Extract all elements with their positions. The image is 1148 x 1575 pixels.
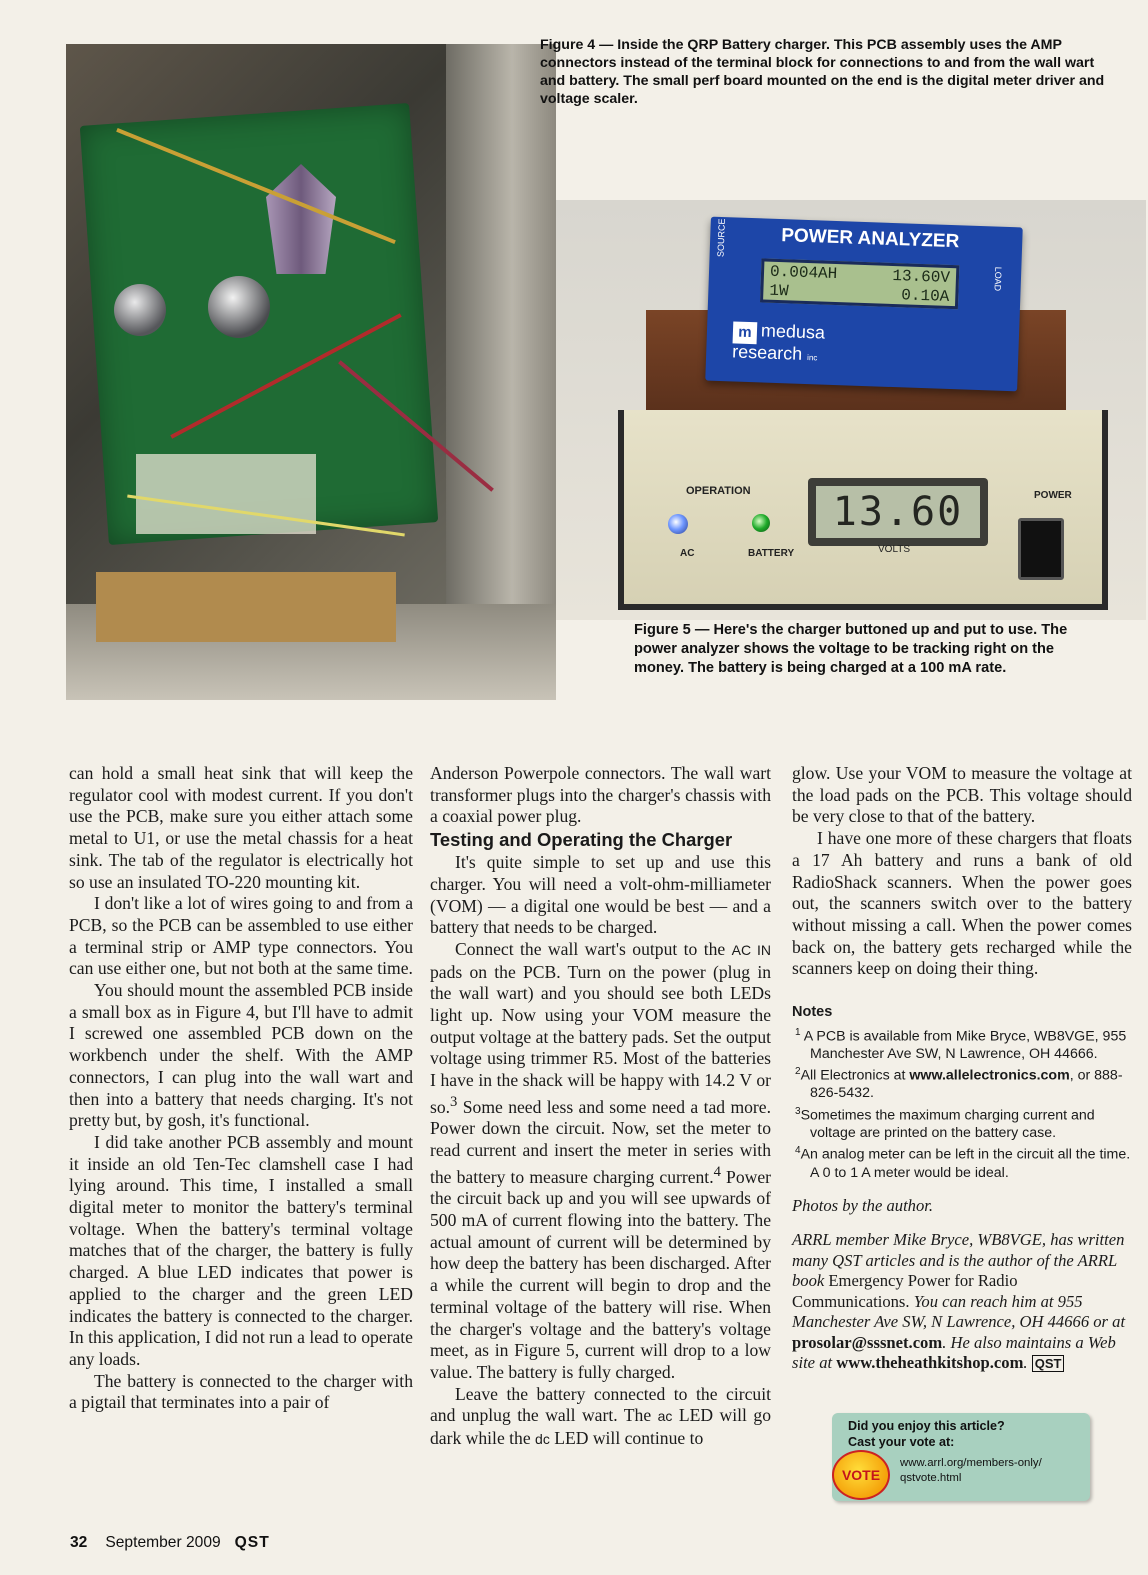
paragraph — [430, 1384, 771, 1451]
notes-heading: Notes — [792, 1004, 833, 1021]
meter-reading: 13.60 — [816, 486, 980, 538]
note-item — [792, 1024, 1132, 1064]
capacitor — [208, 276, 270, 338]
analyzer-source-label: SOURCE — [715, 218, 727, 258]
connector-block — [136, 454, 316, 534]
paragraph: It's quite simple to set up and use this charger. You will need a volt-ohm-milliameter (VOM) — a digital one would be best — and a battery that needs to be charged. — [430, 852, 771, 938]
ac-label: AC — [680, 548, 695, 559]
bio-text: . He also maintains a Web site at — [792, 1332, 1116, 1373]
text-run-smallcaps: AC IN — [731, 941, 771, 958]
note-number: 4 — [795, 1145, 801, 1157]
website-link[interactable]: www.theheathkitshop.com — [836, 1353, 1024, 1373]
text-run: LED will go dark while the — [430, 1405, 771, 1449]
paragraph: can hold a small heat sink that will keep the regulator cool with modest current. If you don't use the PCB, make sure you either attach some metal to U1, or use the metal chassis for a heat sink. The tab of the regulator is electrically hot so use an insulated TO-220 mounting kit. — [69, 763, 413, 892]
note-text: All Electronics at — [800, 1068, 910, 1085]
qst-logo: QST — [234, 1534, 270, 1551]
analyzer-load-label: LOAD — [992, 266, 1004, 292]
figure-5-photo — [556, 200, 1146, 620]
volts-label: VOLTS — [878, 544, 911, 555]
power-switch — [1018, 518, 1064, 580]
email-link[interactable]: prosolar@sssnet.com — [792, 1332, 943, 1352]
note-text: Sometimes the maximum charging current and voltage are printed on the battery case. — [800, 1107, 1095, 1141]
vote-url-line: www.arrl.org/members-only/ — [900, 1457, 1042, 1469]
paragraph: I don't like a lot of wires going to and from a PCB, so the PCB can be assembled to use either a terminal strip or AMP type connectors. You can use either one, but not both at the same time. — [69, 893, 413, 979]
figure-4-caption: Figure 4 — Inside the QRP Battery charger. This PCB assembly uses the AMP connectors instead of the terminal block for connections to and from the wall wart and battery. The small perf board mounted on the end is the digital meter driver and voltage scaler. — [540, 37, 1105, 107]
text-run: Connect the wall wart's output to the — [455, 938, 732, 959]
lcd-watts: 1W — [769, 281, 789, 301]
footnote-ref: 3 — [450, 1093, 458, 1110]
text-run: pads on the PCB. Turn on the power (plug in the wall wart) and you should see both LEDs light up. Now using your VOM measure the output voltage at the battery pads. Set the output voltage using trimmer R5. Most of the batteries I have in the shack will be happy with 14.2 V or so. — [430, 961, 771, 1117]
lcd-current: 0.10A — [900, 286, 950, 306]
note-number: 1 — [795, 1026, 801, 1038]
digital-meter — [808, 478, 988, 546]
analyzer-lcd — [760, 258, 959, 309]
page-footer — [70, 1534, 270, 1552]
battery-label: BATTERY — [748, 548, 795, 559]
vote-question: Did you enjoy this article? — [848, 1419, 1005, 1433]
note-number: 3 — [795, 1105, 801, 1117]
lcd-voltage: 13.60V — [892, 266, 951, 287]
page-number: 32 — [70, 1534, 88, 1551]
issue-date: September 2009 — [105, 1534, 221, 1551]
note-number: 2 — [795, 1066, 801, 1078]
brand-suffix: inc — [806, 353, 818, 363]
text-run: LED will continue to — [549, 1428, 704, 1449]
paragraph: glow. Use your VOM to measure the voltage at the load pads on the PCB. This voltage should be very close to that of the battery. — [792, 763, 1132, 827]
vote-url[interactable] — [900, 1456, 1086, 1486]
text-run: Leave the battery connected to the circuit and unplug the wall wart. The — [430, 1383, 771, 1426]
photo-credit: Photos by the author. — [792, 1195, 934, 1215]
note-item — [792, 1063, 1132, 1103]
text-run: Power the circuit back up and you will see upwards of 500 mA of current flowing into the battery. The actual amount of current will be determined by how deep the battery has been discharged. After a while the current will begin to drop and the terminal voltage of the battery will rise. When the charger's voltage and the battery's voltage meet, as in Figure 5, current will drop to a low value. The battery is fully charged. — [430, 1166, 771, 1382]
note-item — [792, 1103, 1132, 1143]
vote-cta: Cast your vote at: — [848, 1435, 955, 1449]
book-title: Emergency Power for Radio Communications. — [792, 1271, 1018, 1311]
section-heading: Testing and Operating the Charger — [430, 829, 733, 851]
vote-url-line: qstvote.html — [900, 1472, 962, 1484]
text-run-smallcaps: dc — [535, 1431, 550, 1448]
paragraph: I did take another PCB assembly and mount it inside an old Ten-Tec clamshell case I had lying around. This time, I installed a small digital meter to monitor the battery's terminal voltage. When the battery's terminal voltage matches that of the charger, the battery is fully charged. A blue LED indicates that power is applied to the charger and the green LED indicates the battery is connected to the charger. In this application, I did not run a lead to operate any loads. — [69, 1131, 413, 1369]
paragraph — [430, 939, 771, 1384]
note-item — [792, 1142, 1132, 1182]
analyzer-title: POWER ANALYZER — [780, 225, 960, 253]
brand-name: medusa research — [731, 320, 826, 364]
note-text: , or 888-826-5432. — [810, 1068, 1123, 1102]
meter-perf-board — [96, 572, 396, 642]
qst-end-logo: QST — [1032, 1355, 1065, 1372]
note-link[interactable]: www.allelectronics.com — [909, 1068, 1070, 1085]
enclosure-side-wall — [446, 44, 556, 700]
operation-label: OPERATION — [686, 485, 751, 497]
text-run: Some need less and some need a tad more. Power down the circuit. Now, set the meter to read current and insert the meter in series with the battery to measure charging current. — [430, 1096, 771, 1187]
paragraph: I have one more of these chargers that floats a 17 Ah battery and runs a bank of old RadioShack scanners. When the power goes out, the scanners switch over to the battery without missing a call. When the power comes back on, the battery gets recharged while the scanners keep on doing their thing. — [792, 828, 1132, 979]
column-1 — [69, 763, 413, 1414]
brand-logo — [732, 321, 893, 367]
blue-led — [668, 514, 688, 534]
figure-4-photo — [66, 44, 556, 700]
column-2 — [430, 763, 771, 1451]
bio-text: ARRL member Mike Bryce, WB8VGE, has written many QST articles and is the author of the ARRL book — [792, 1229, 1125, 1291]
green-led — [752, 514, 770, 532]
power-analyzer — [705, 217, 1023, 392]
brand-mark: m — [733, 321, 758, 344]
column-3 — [792, 763, 1132, 1375]
paragraph: You should mount the assembled PCB inside a small box as in Figure 4, but I'll have to admit I screwed one assembled PCB down on the workbench under the shelf. With the AMP connectors, I can plug into the wall wart and then into a battery that needs charging. It's not pretty but, by gosh, it's functional. — [69, 980, 413, 1131]
bio-text: You can reach him at 955 Manchester Ave SW, N Lawrence, OH 44666 or at — [792, 1291, 1126, 1332]
paragraph: Anderson Powerpole connectors. The wall wart transformer plugs into the charger's chassis with a coaxial power plug. — [430, 763, 771, 827]
power-label: POWER — [1034, 490, 1072, 501]
figure-5-caption: Figure 5 — Here's the charger buttoned up and put to use. The power analyzer shows the voltage to be tracking right on the money. The battery is being charged at a 100 mA rate. — [634, 622, 1068, 676]
vote-box[interactable] — [832, 1413, 1090, 1501]
vote-prompt — [848, 1418, 1088, 1450]
author-bio — [792, 1230, 1132, 1375]
bio-text: . — [1023, 1353, 1028, 1373]
text-run-smallcaps: ac — [657, 1408, 673, 1425]
note-text: A PCB is available from Mike Bryce, WB8VGE, 955 Manchester Ave SW, N Lawrence, OH 44666. — [803, 1028, 1127, 1062]
capacitor — [114, 284, 166, 336]
footnote-ref: 4 — [713, 1163, 721, 1180]
paragraph: The battery is connected to the charger with a pigtail that terminates into a pair of — [69, 1370, 413, 1413]
note-text: An analog meter can be left in the circuit all the time. A 0 to 1 A meter would be ideal. — [800, 1147, 1131, 1181]
lcd-amp-hours: 0.004AH — [769, 262, 838, 284]
vote-badge-icon: VOTE — [832, 1450, 890, 1500]
